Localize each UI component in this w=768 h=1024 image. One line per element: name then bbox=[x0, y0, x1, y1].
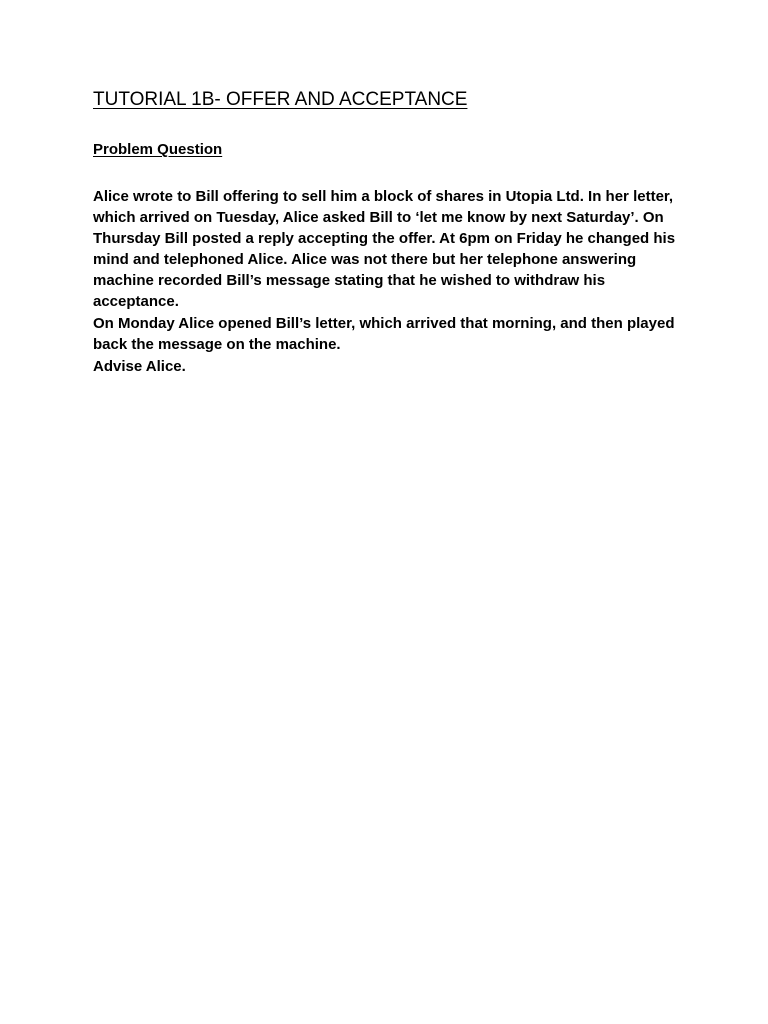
problem-paragraph: Alice wrote to Bill offering to sell him a block of shares in Utopia Ltd. In her letter, which arrived on Tuesday, Alice asked Bill to ‘let me know by next Saturday’. On Thursday Bill posted a reply accepting the offer. At 6pm on Friday he changed his mind and telephoned Alice. Alice was not there but her telephone answering machine recorded Bill’s message stating that he wished to withdraw his acceptance. bbox=[93, 188, 676, 310]
document-title: TUTORIAL 1B- OFFER AND ACCEPTANCE bbox=[93, 89, 468, 110]
problem-paragraph: On Monday Alice opened Bill’s letter, which arrived that morning, and then played back the message on the machine. bbox=[93, 315, 675, 353]
section-heading: Problem Question bbox=[93, 141, 223, 158]
instruction-paragraph: Advise Alice. bbox=[93, 358, 186, 375]
document-page bbox=[93, 88, 693, 377]
